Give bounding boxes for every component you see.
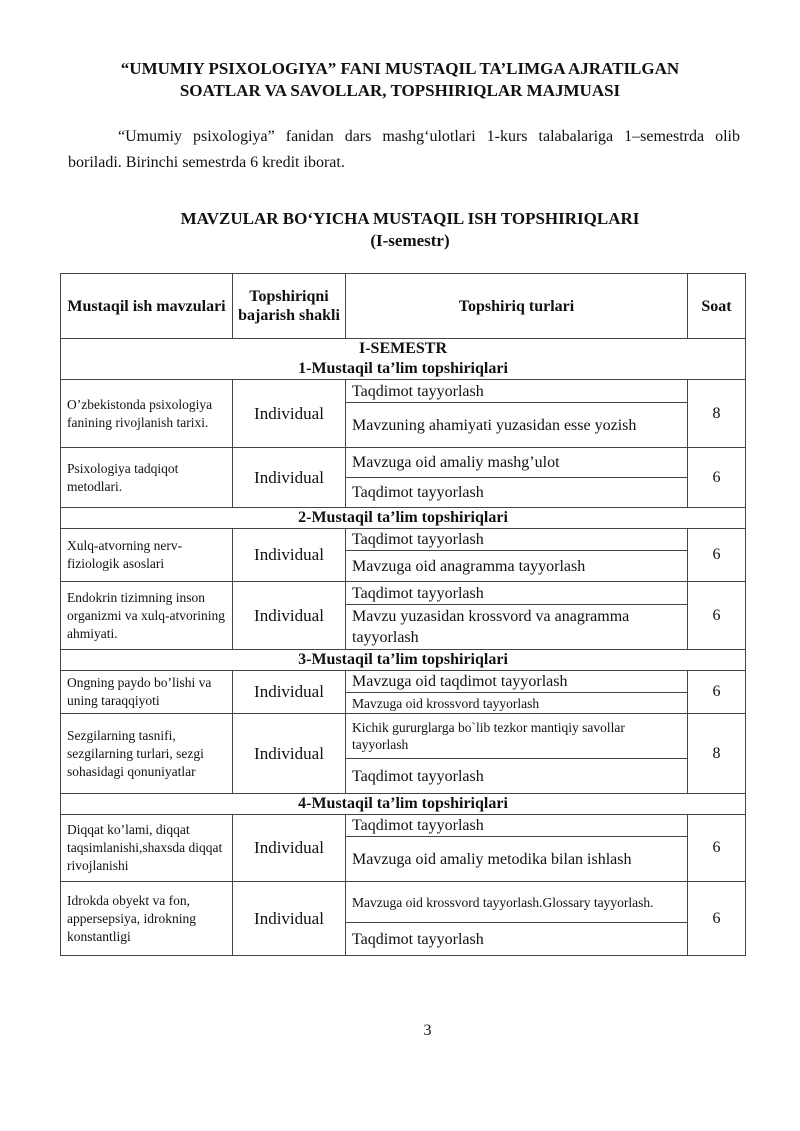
form-cell: Individual — [233, 882, 346, 956]
task-cell: Taqdimot tayyorlash — [346, 759, 688, 794]
table-row — [61, 380, 746, 403]
group-title: 4-Mustaqil ta’lim topshiriqlari — [298, 795, 508, 812]
group-title: 3-Mustaqil ta’lim topshiriqlari — [298, 651, 508, 668]
group-heading-row — [61, 794, 746, 815]
hours-cell: 6 — [688, 582, 746, 650]
form-cell: Individual — [233, 714, 346, 794]
task-cell: Taqdimot tayyorlash — [346, 478, 688, 508]
task-cell: Mavzu yuzasidan krossvord va anagramma tayyorlash — [346, 605, 688, 650]
group-heading — [61, 339, 746, 380]
table-body — [61, 339, 746, 956]
group-heading-row — [61, 650, 746, 671]
section-title: MAVZULAR BO‘YICHA MUSTAQIL ISH TOPSHIRIQLARI — [180, 209, 640, 228]
table-header-row — [61, 274, 746, 339]
group-title: 1-Mustaqil ta’lim topshiriqlari — [298, 360, 508, 377]
hours-cell: 6 — [688, 882, 746, 956]
form-cell: Individual — [233, 815, 346, 882]
hours-cell: 8 — [688, 380, 746, 448]
hours-cell: 6 — [688, 448, 746, 508]
header-hours: Soat — [688, 274, 746, 339]
topic-cell: Endokrin tizimning inson organizmi va xulq-atvorining ahmiyati. — [61, 582, 233, 650]
title-line-1: “UMUMIY PSIXOLOGIYA” FANI MUSTAQIL TA’LIMGA AJRATILGAN — [120, 59, 680, 78]
header-topic: Mustaqil ish mavzulari — [61, 274, 233, 339]
hours-cell: 6 — [688, 815, 746, 882]
header-tasks: Topshiriq turlari — [346, 274, 688, 339]
group-heading — [61, 794, 746, 815]
section-heading — [60, 208, 760, 252]
task-cell: Mavzuga oid amaliy mashg’ulot — [346, 448, 688, 478]
hours-cell: 6 — [688, 529, 746, 582]
document-title — [60, 58, 740, 102]
hours-cell: 6 — [688, 671, 746, 714]
task-cell: Taqdimot tayyorlash — [346, 582, 688, 605]
group-heading-row — [61, 508, 746, 529]
assignments-table — [60, 273, 746, 956]
header-form: Topshiriqni bajarish shakli — [233, 274, 346, 339]
hours-cell: 8 — [688, 714, 746, 794]
form-cell: Individual — [233, 448, 346, 508]
page-number: 3 — [423, 1022, 432, 1039]
table-row — [61, 529, 746, 551]
topic-cell: Psixologiya tadqiqot metodlari. — [61, 448, 233, 508]
topic-cell: Xulq-atvorning nerv-fiziologik asoslari — [61, 529, 233, 582]
table-row — [61, 815, 746, 837]
task-cell: Mavzuning ahamiyati yuzasidan esse yozish — [346, 403, 688, 448]
group-heading-row — [61, 339, 746, 380]
task-cell: Taqdimot tayyorlash — [346, 815, 688, 837]
task-cell: Mavzuga oid krossvord tayyorlash — [346, 693, 688, 714]
form-cell: Individual — [233, 529, 346, 582]
topic-cell: Ongning paydo bo’lishi va uning taraqqiyoti — [61, 671, 233, 714]
table-row — [61, 882, 746, 923]
intro-paragraph: “Umumiy psixologiya” fanidan dars mashg‘ulotlari 1-kurs talabalariga 1–semestrda olib boriladi. Birinchi semestrda 6 kredit iborat. — [68, 128, 740, 171]
topic-cell: O’zbekistonda psixologiya fanining rivojlanish tarixi. — [61, 380, 233, 448]
table-row — [61, 448, 746, 478]
form-cell: Individual — [233, 671, 346, 714]
topic-cell: Diqqat ko’lami, diqqat taqsimlanishi,shaxsda diqqat rivojlanishi — [61, 815, 233, 882]
task-cell: Mavzuga oid anagramma tayyorlash — [346, 551, 688, 582]
topic-cell: Idrokda obyekt va fon, appersepsiya, idrokning konstantligi — [61, 882, 233, 956]
form-cell: Individual — [233, 380, 346, 448]
table-row — [61, 582, 746, 605]
semester-label: I-SEMESTR — [358, 340, 448, 357]
task-cell: Mavzuga oid taqdimot tayyorlash — [346, 671, 688, 693]
topic-cell: Sezgilarning tasnifi, sezgilarning turlari, sezgi sohasidagi qonuniyatlar — [61, 714, 233, 794]
group-title: 2-Mustaqil ta’lim topshiriqlari — [298, 509, 508, 526]
group-heading — [61, 650, 746, 671]
task-cell: Taqdimot tayyorlash — [346, 529, 688, 551]
table-row — [61, 671, 746, 693]
task-cell: Kichik gururglarga bo`lib tezkor mantiqiy savollar tayyorlash — [346, 714, 688, 759]
task-cell: Mavzuga oid krossvord tayyorlash.Glossary tayyorlash. — [346, 882, 688, 923]
form-cell: Individual — [233, 582, 346, 650]
title-line-2: SOATLAR VA SAVOLLAR, TOPSHIRIQLAR MAJMUASI — [179, 81, 621, 100]
table-row — [61, 714, 746, 759]
task-cell: Mavzuga oid amaliy metodika bilan ishlash — [346, 837, 688, 882]
group-heading — [61, 508, 746, 529]
task-cell: Taqdimot tayyorlash — [346, 380, 688, 403]
section-subtitle: (I-semestr) — [370, 231, 450, 250]
task-cell: Taqdimot tayyorlash — [346, 923, 688, 956]
